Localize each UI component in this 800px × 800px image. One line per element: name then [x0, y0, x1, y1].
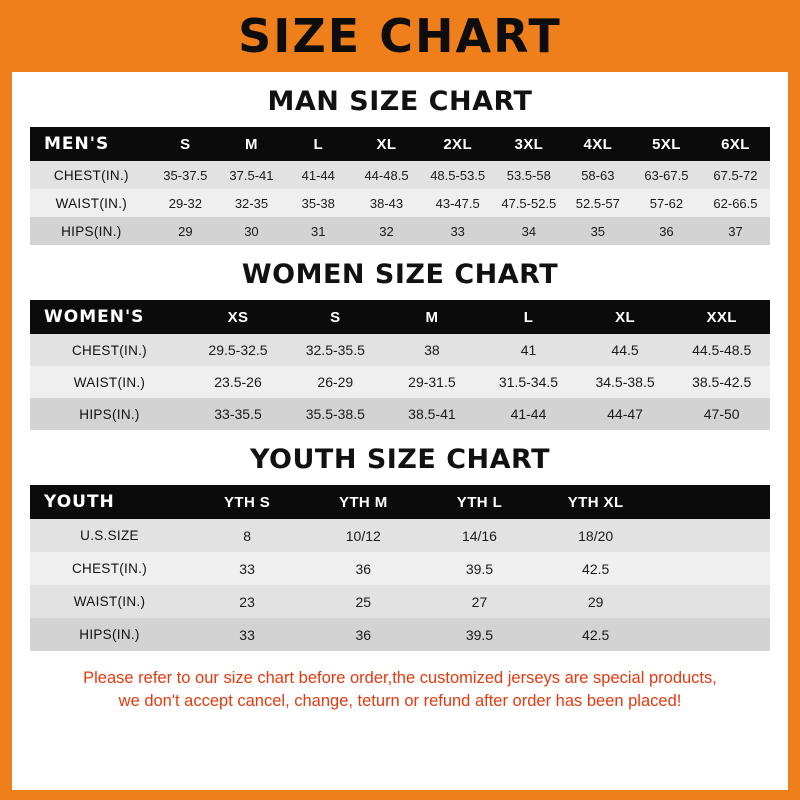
women-hips-xs: 33-35.5	[189, 398, 287, 430]
men-header-5xl: 5XL	[632, 127, 701, 161]
men-hips-l: 31	[285, 217, 352, 245]
youth-hips-l: 39.5	[421, 618, 537, 651]
youth-ussize-l: 14/16	[421, 519, 537, 552]
women-header-m: M	[384, 300, 481, 334]
men-hips-m: 30	[218, 217, 285, 245]
men-header-2xl: 2XL	[421, 127, 494, 161]
youth-waist-s: 23	[189, 585, 305, 618]
bottom-accent-bar	[0, 790, 800, 800]
youth-hips-m: 36	[305, 618, 421, 651]
table-row	[30, 398, 770, 430]
men-hips-2xl: 33	[421, 217, 494, 245]
men-waist-5xl: 57-62	[632, 189, 701, 217]
youth-size-table	[30, 485, 770, 651]
men-size-table	[30, 127, 770, 245]
men-waist-l: 35-38	[285, 189, 352, 217]
section-title-women: WOMEN SIZE CHART	[241, 259, 559, 290]
youth-row-label-chest: CHEST(IN.)	[30, 552, 189, 585]
men-hips-xl: 32	[352, 217, 422, 245]
women-hips-xl: 44-47	[577, 398, 674, 430]
men-chest-3xl: 53.5-58	[494, 161, 564, 189]
page-banner	[0, 0, 800, 72]
youth-waist-m: 25	[305, 585, 421, 618]
women-hips-l: 41-44	[480, 398, 577, 430]
table-row	[30, 552, 770, 585]
men-hips-4xl: 35	[564, 217, 632, 245]
men-row-label-hips: HIPS(IN.)	[30, 217, 153, 245]
women-waist-xs: 23.5-26	[189, 366, 287, 398]
women-header-l: L	[480, 300, 577, 334]
section-men	[30, 86, 770, 245]
men-hips-3xl: 34	[494, 217, 564, 245]
men-row-label-chest: CHEST(IN.)	[30, 161, 153, 189]
table-header-row	[30, 485, 770, 519]
men-hips-s: 29	[153, 217, 218, 245]
women-chest-xs: 29.5-32.5	[189, 334, 287, 366]
women-header-xs: XS	[189, 300, 287, 334]
men-waist-xl: 38-43	[352, 189, 422, 217]
women-waist-l: 31.5-34.5	[480, 366, 577, 398]
youth-header-xl: YTH XL	[538, 485, 654, 519]
women-size-table	[30, 300, 770, 430]
women-waist-xl: 34.5-38.5	[577, 366, 674, 398]
men-header-3xl: 3XL	[494, 127, 564, 161]
women-hips-xxl: 47-50	[673, 398, 770, 430]
men-chest-s: 35-37.5	[153, 161, 218, 189]
youth-hips-xl: 42.5	[538, 618, 654, 651]
table-header-row	[30, 127, 770, 161]
women-header-label: WOMEN'S	[30, 300, 189, 334]
youth-chest-s: 33	[189, 552, 305, 585]
women-waist-s: 26-29	[287, 366, 384, 398]
chart-content	[12, 86, 788, 713]
men-header-6xl: 6XL	[701, 127, 770, 161]
section-women	[30, 259, 770, 430]
table-row	[30, 217, 770, 245]
men-table-body	[30, 161, 770, 245]
women-header-xl: XL	[577, 300, 674, 334]
women-hips-s: 35.5-38.5	[287, 398, 384, 430]
youth-header-blank	[654, 485, 770, 519]
men-waist-m: 32-35	[218, 189, 285, 217]
youth-header-l: YTH L	[421, 485, 537, 519]
men-table-header	[30, 127, 770, 161]
youth-chest-blank	[654, 552, 770, 585]
men-hips-6xl: 37	[701, 217, 770, 245]
youth-row-label-hips: HIPS(IN.)	[30, 618, 189, 651]
men-chest-4xl: 58-63	[564, 161, 632, 189]
men-waist-4xl: 52.5-57	[564, 189, 632, 217]
women-header-s: S	[287, 300, 384, 334]
women-table-header	[30, 300, 770, 334]
women-chest-m: 38	[384, 334, 481, 366]
men-chest-xl: 44-48.5	[352, 161, 422, 189]
section-title-men: MAN SIZE CHART	[267, 86, 533, 117]
youth-waist-l: 27	[421, 585, 537, 618]
table-row	[30, 161, 770, 189]
men-chest-2xl: 48.5-53.5	[421, 161, 494, 189]
youth-header-label: YOUTH	[30, 485, 189, 519]
table-row	[30, 189, 770, 217]
youth-chest-m: 36	[305, 552, 421, 585]
order-notice	[30, 667, 770, 713]
women-row-label-chest: CHEST(IN.)	[30, 334, 189, 366]
men-chest-l: 41-44	[285, 161, 352, 189]
men-waist-s: 29-32	[153, 189, 218, 217]
youth-header-s: YTH S	[189, 485, 305, 519]
table-row	[30, 618, 770, 651]
section-youth	[30, 444, 770, 651]
youth-waist-blank	[654, 585, 770, 618]
men-chest-5xl: 63-67.5	[632, 161, 701, 189]
youth-hips-s: 33	[189, 618, 305, 651]
women-header-xxl: XXL	[673, 300, 770, 334]
men-header-m: M	[218, 127, 285, 161]
men-row-label-waist: WAIST(IN.)	[30, 189, 153, 217]
men-header-s: S	[153, 127, 218, 161]
youth-ussize-s: 8	[189, 519, 305, 552]
youth-header-m: YTH M	[305, 485, 421, 519]
table-row	[30, 366, 770, 398]
youth-waist-xl: 29	[538, 585, 654, 618]
page-title: SIZE CHART	[238, 9, 562, 63]
women-chest-s: 32.5-35.5	[287, 334, 384, 366]
men-chest-m: 37.5-41	[218, 161, 285, 189]
men-waist-3xl: 47.5-52.5	[494, 189, 564, 217]
youth-row-label-waist: WAIST(IN.)	[30, 585, 189, 618]
women-row-label-waist: WAIST(IN.)	[30, 366, 189, 398]
men-waist-2xl: 43-47.5	[421, 189, 494, 217]
women-hips-m: 38.5-41	[384, 398, 481, 430]
youth-chest-l: 39.5	[421, 552, 537, 585]
women-waist-xxl: 38.5-42.5	[673, 366, 770, 398]
youth-table-header	[30, 485, 770, 519]
women-chest-xl: 44.5	[577, 334, 674, 366]
men-header-label: MEN'S	[30, 127, 153, 161]
youth-chest-xl: 42.5	[538, 552, 654, 585]
table-header-row	[30, 300, 770, 334]
youth-ussize-blank	[654, 519, 770, 552]
youth-table-body	[30, 519, 770, 651]
men-chest-6xl: 67.5-72	[701, 161, 770, 189]
women-chest-l: 41	[480, 334, 577, 366]
men-hips-5xl: 36	[632, 217, 701, 245]
table-row	[30, 585, 770, 618]
men-header-xl: XL	[352, 127, 422, 161]
men-waist-6xl: 62-66.5	[701, 189, 770, 217]
women-waist-m: 29-31.5	[384, 366, 481, 398]
table-row	[30, 334, 770, 366]
table-row	[30, 519, 770, 552]
youth-row-label-ussize: U.S.SIZE	[30, 519, 189, 552]
women-row-label-hips: HIPS(IN.)	[30, 398, 189, 430]
order-notice-line-2: we don't accept cancel, change, teturn or refund after order has been placed!	[118, 692, 682, 711]
youth-hips-blank	[654, 618, 770, 651]
women-table-body	[30, 334, 770, 430]
youth-ussize-m: 10/12	[305, 519, 421, 552]
men-header-l: L	[285, 127, 352, 161]
men-header-4xl: 4XL	[564, 127, 632, 161]
youth-ussize-xl: 18/20	[538, 519, 654, 552]
women-chest-xxl: 44.5-48.5	[673, 334, 770, 366]
order-notice-line-1: Please refer to our size chart before order,the customized jerseys are special products,	[83, 669, 717, 687]
section-title-youth: YOUTH SIZE CHART	[249, 444, 551, 475]
